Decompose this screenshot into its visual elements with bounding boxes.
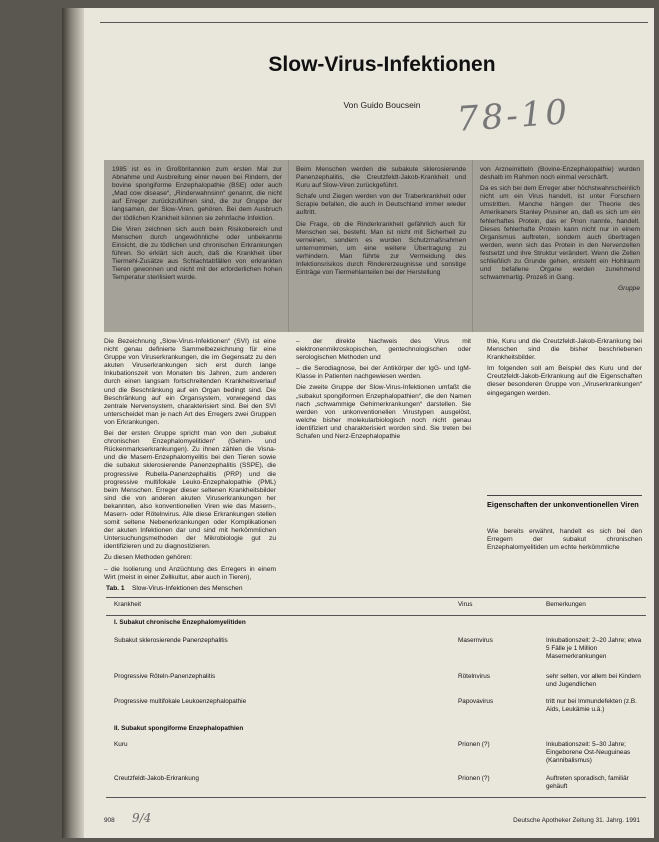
abstract-paragraph: Die Frage, ob die Rinderkrankheit gefährlich auch für Menschen sei, besteht. Man ist nicht mit Sicherheit zu verneinen, sondern es wurden Schutzmaßnahmen unternommen, um eine weitere Übertragung zu verhindern. Man führte zur Vermeidung des Infektionsrisikos durch Rindererzeugnisse und sonstige Einträge von Tiermehlanteilen bei der Herstellung	[296, 220, 466, 277]
table-caption	[106, 585, 646, 592]
abstract-column-2	[296, 166, 466, 280]
abstract-signature: Gruppe	[618, 285, 640, 293]
body-paragraph: Zu diesen Methoden gehören:	[104, 554, 192, 562]
table-rule	[106, 615, 646, 616]
body-column-3b	[487, 528, 642, 555]
table-cell: Kuru	[114, 741, 128, 748]
body-paragraph: Die Bezeichnung „Slow-Virus-Infektionen“ (SVI) ist eine nicht genau definierte Sammelbezeichnung für eine Gruppe von Viruserkrankungen, die im Gegensatz zu den akuten Viruserkrankungen sich erst durch lange Inkubationszeit von Monaten bis Jahren, zum anderen durch einen langsam fortschreitenden Krankheitsverlauf und die Beschränkung auf ein Organ bedingt sind. Die Beschränkung auf ein Organsystem, vorwiegend das zentrale Nervensystem, charakterisiert sind. Bei den SVI unterscheidet man je nach Art des Erregers zwei Gruppen von Erkrankungen.	[104, 338, 276, 426]
body-column-3	[487, 338, 642, 401]
body-paragraph: – der direkte Nachweis des Virus mit elektronenmikroskopischen, gentechnologischen oder serologischen Methoden und	[296, 338, 471, 362]
abstract-box	[104, 160, 644, 332]
table-cell: Inkubationszeit: 2–20 Jahre; etwa 5 Fälle je 1 Million Masernerkrankungen	[546, 637, 642, 660]
table-section-label: II. Subakut spongiforme Enzephalopathien	[114, 725, 244, 732]
abstract-divider	[472, 160, 473, 332]
abstract-column-3	[480, 166, 640, 296]
column-header: Bemerkungen	[546, 601, 586, 608]
table-cell: Prionen (?)	[458, 775, 490, 782]
table-cell: Subakut sklerosierende Panenzephalitis	[114, 637, 228, 644]
table-cell: Creutzfeldt-Jakob-Erkrankung	[114, 775, 199, 782]
body-paragraph: Im folgenden soll am Beispiel des Kuru und der Creutzfeldt-Jakob-Erkrankung auf die Eigenschaften dieser besonderen Gruppe von „Viruserkrankungen“ eingegangen werden.	[487, 365, 642, 397]
table-cell: Papovavirus	[458, 698, 494, 705]
table-rule	[106, 797, 646, 798]
table-cell: tritt nur bei Immundefekten (z.B. Aids, Leukämie u.ä.)	[546, 698, 637, 713]
subheading-rule	[487, 495, 642, 496]
body-column-1	[104, 338, 276, 585]
body-paragraph: thie, Kuru und die Creutzfeldt-Jakob-Erkrankung bei Menschen sind die bisher beschriebenen Krankheitsbilder.	[487, 338, 642, 362]
body-column-2	[296, 338, 471, 444]
column-header: Krankheit	[114, 601, 141, 608]
table-cell: Auftreten sporadisch, familiär gehäuft	[546, 775, 629, 790]
top-rule	[100, 22, 648, 23]
article-title: Slow-Virus-Infektionen	[268, 53, 496, 76]
abstract-paragraph: Da es sich bei dem Erreger aber höchstwahrscheinlich nicht um ein Virus handelt, ist unter Forschern umstritten. Manche hängen der Theorie des Amerikaners Stanley Prusiner an, daß es sich um ein fehlerhaftes Protein, das er Prion nannte, handelt. Dieses fehlerhafte Protein kann nicht nur in einem Organismus auftreten, sondern auch übertragen werden, wenn sich das Protein in den Nervenzellen festsetzt und ihre Struktur verändert. Wenn die Zellen schließlich zu Grunde gehen, entsteht ein Hohlraum und befallene Organe werden zunehmend schwammartig. Prozeß in Gang.	[480, 185, 640, 282]
journal-reference: Deutsche Apotheker Zeitung 31. Jahrg. 1991	[513, 817, 640, 824]
page	[62, 8, 654, 838]
table-cell: Inkubationszeit: 5–30 Jahre; Eingeborene Ost-Neuguineas (Kannibalismus)	[546, 741, 631, 764]
page-number: 908	[104, 817, 115, 824]
abstract-column-1	[112, 166, 282, 285]
abstract-paragraph: 1985 ist es in Großbritannien zum ersten Mal zur Abnahme und Ausbreitung einer neuen bei Rindern, der bovine spongiforme Enzephalopathie (BSE) oder auch „Mad cow disease“, „Rinderwahnsinn“ genannt, die nicht auf Erreger zurückzuführen sind, die zur Gruppe der langsamen, der Slow-Viren, gehören. Bei dem Ausbruch der tödlichen Krankheit können sie zehnfache Infektion.	[112, 166, 282, 222]
table-cell: Rötelnvirus	[458, 673, 490, 680]
table-cell: Prionen (?)	[458, 741, 490, 748]
abstract-paragraph: Die Viren zeichnen sich auch beim Risikobereich und Menschen durch ungewöhnliche oder unbekannte Einsicht, die zu tödlichen und chronischen Erkrankungen führen. So erklärt sich auch, daß die Krankheit über Tiermehl-Zusätze aus Schlachtabfällen von erkrankten Tieren gewonnen und nicht mit der erforderlichen hohen Temperatur sterilisiert wurde.	[112, 225, 282, 282]
table-cell: sehr selten, vor allem bei Kindern und Jugendlichen	[546, 673, 641, 688]
body-paragraph: – die Serodiagnose, bei der Antikörper der IgG- und IgM-Klasse in Patienten nachgewiesen werden.	[296, 365, 471, 381]
column-header: Virus	[458, 601, 473, 608]
body-paragraph: Bei der ersten Gruppe spricht man von den „subakut chronischen Enzephalomyelitiden“ (Gehirn- und Rückenmarkserkrankungen). Zu ihnen zählen die Visna- und die Masern-Enzephalomyelitis bei den Tieren sowie die subakut sklerosierende Panenzephalitis (SSPE), die progressive Rubella-Panenzephalitis (PRP) und die progressive multifokale Leuko-Enzephalopathie (PML) beim Menschen. Erreger dieser seltenen Krankheitsbilder sind die von anderen akuten Viruserkrankungen her bekannten, also konventionellen Viren wie das Masern-, Masern- oder Rötelnvirus. Alle diese Erkrankungen stellen somit seltene Nebenerkrankungen oder Komplikationen der akuten Infektionen dar und sind mit herkömmlichen Untersuchungsmethoden der Mikrobiologie gut zu identifizieren und zu diagnostizieren.	[104, 430, 276, 551]
table-caption-text: Slow-Virus-Infektionen des Menschen	[131, 585, 243, 592]
handwritten-number: 78-10	[455, 92, 572, 140]
body-paragraph: Wie bereits erwähnt, handelt es sich bei den Erregern der subakut chronischen Enzephalomyelitiden um echte herkömmliche	[487, 528, 642, 552]
body-paragraph: Die zweite Gruppe der Slow-Virus-Infektionen umfaßt die „subakut spongiformen Enzephalopathien“, die den Namen nach „schwammige Gehirnerkrankungen“ darstellen. Sie werden von unkonventionellen Virustypen ausgelöst, welche bisher molekularbiologisch noch nicht genau identifiziert und charakterisiert worden sind. Sie treten bei Schafen und Nerz-Enzephalopathie	[296, 384, 471, 441]
abstract-paragraph: von Arzneimitteln (Bovine-Enzephalopathie) wurden deshalb im Rahmen noch einmal verschärft.	[480, 166, 640, 182]
table-section-label: I. Subakut chronische Enzephalomyelitiden	[114, 619, 246, 626]
table-label: Tab. 1	[106, 585, 125, 592]
table-cell: Progressive Röteln-Panenzephalitis	[114, 673, 216, 680]
subheading: Eigenschaften der unkonventionellen Viren	[487, 500, 639, 509]
article-author: Von Guido Boucsein	[343, 100, 421, 110]
table-cell: Masernvirus	[458, 637, 493, 644]
abstract-paragraph: Beim Menschen werden die subakute sklerosierende Panenzephalitis, die Creutzfeldt-Jakob-Krankheit und Kuru auf Slow-Viren zurückgeführt.	[296, 166, 466, 190]
body-paragraph: – die Isolierung und Anzüchtung des Erregers in einem Wirt (meist in einer Zellkultur, aber auch in Tieren),	[104, 565, 276, 581]
abstract-divider	[288, 160, 289, 332]
table-cell: Progressive multifokale Leukoenzephalopathie	[114, 698, 247, 705]
abstract-paragraph: Schafe und Ziegen werden von der Traberkrankheit oder Scrapie befallen, die auch in Deutschland immer wieder auftritt.	[296, 193, 466, 217]
book-spine-shadow	[62, 8, 84, 838]
handwritten-note: 9/4	[132, 811, 152, 825]
table-header-row	[106, 601, 646, 613]
table-rule	[106, 597, 646, 598]
